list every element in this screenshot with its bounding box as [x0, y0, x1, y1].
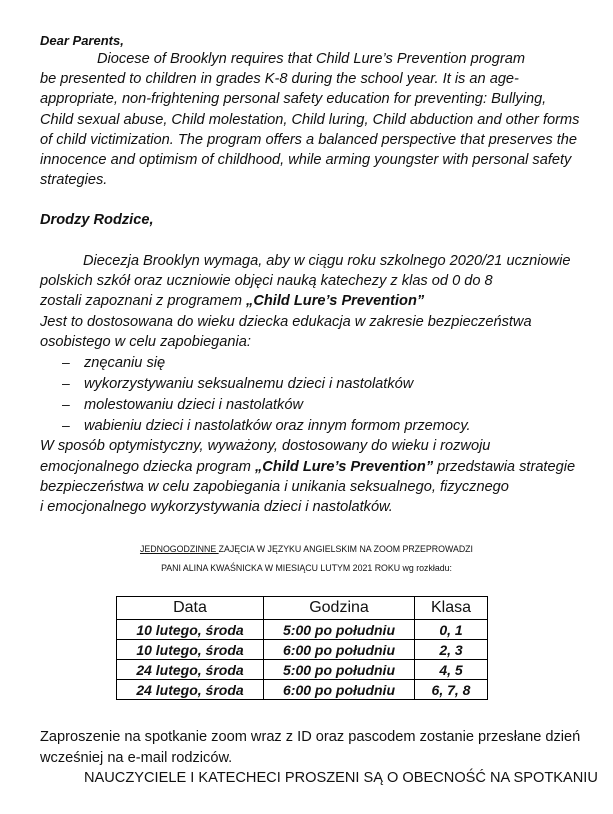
- cell-time: 6:00 po południu: [264, 640, 415, 660]
- bullet-item: wabieniu dzieci i nastolatków oraz innym formom przemocy.: [84, 418, 471, 434]
- english-line: be presented to children in grades K-8 during the school year. It is an age-: [40, 71, 519, 87]
- schedule-table: [116, 596, 488, 700]
- bullet-item: molestowaniu dzieci i nastolatków: [84, 397, 304, 413]
- column-header-data: Data: [117, 597, 264, 620]
- english-line: Diocese of Brooklyn requires that Child Lure’s Prevention program: [97, 51, 526, 67]
- polish-line: polskich szkół oraz uczniowie objęci nauką katechezy z klas od 0 do 8: [40, 273, 493, 289]
- footer-line: wcześniej na e-mail rodziców.: [40, 750, 233, 766]
- bullet-dash: –: [62, 375, 70, 391]
- polish-line: osobistego w celu zapobiegania:: [40, 334, 251, 350]
- cell-time: 6:00 po południu: [264, 680, 415, 700]
- polish-line: bezpieczeństwa w celu zapobiegania i unikania seksualnego, fizycznego: [40, 479, 509, 495]
- cell-date: 10 lutego, środa: [117, 620, 264, 640]
- english-line: strategies.: [40, 172, 108, 188]
- announcement-line: PANI ALINA KWAŚNICKA W MIESIĄCU LUTYM 2021 ROKU wg rozkładu:: [161, 563, 452, 573]
- cell-time: 5:00 po południu: [264, 660, 415, 680]
- bullet-dash: –: [62, 417, 70, 433]
- table-row: [117, 680, 488, 700]
- cell-date: 24 lutego, środa: [117, 680, 264, 700]
- polish-line: Diecezja Brooklyn wymaga, aby w ciągu roku szkolnego 2020/21 uczniowie: [83, 253, 571, 269]
- english-line: appropriate, non-frightening personal safety education for preventing: Bullying,: [40, 91, 547, 107]
- column-header-godzina: Godzina: [264, 597, 415, 620]
- footer-notice: NAUCZYCIELE I KATECHECI PROSZENI SĄ O OBECNOŚĆ NA SPOTKANIU: [84, 770, 598, 786]
- polish-line: [40, 457, 575, 477]
- program-name: „Child Lure’s Prevention”: [254, 459, 434, 475]
- polish-line: [40, 291, 424, 311]
- cell-date: 10 lutego, środa: [117, 640, 264, 660]
- cell-date: 24 lutego, środa: [117, 660, 264, 680]
- bullet-item: znęcaniu się: [84, 355, 166, 371]
- english-line: Child sexual abuse, Child molestation, Child luring, Child abduction and other forms: [40, 112, 580, 128]
- footer-line: Zaproszenie na spotkanie zoom wraz z ID oraz pascodem zostanie przesłane dzień: [40, 729, 581, 745]
- announcement-text: ZAJĘCIA W JĘZYKU ANGIELSKIM NA ZOOM PRZEPROWADZI: [218, 544, 473, 554]
- polish-line: W sposób optymistyczny, wyważony, dostosowany do wieku i rozwoju: [40, 438, 491, 454]
- column-header-klasa: Klasa: [415, 597, 488, 620]
- announcement-underlined: JEDNOGODZINNE: [139, 544, 219, 554]
- announcement-line: [0, 539, 613, 559]
- english-line: innocence and optimism of childhood, while arming youngster with personal safety: [40, 152, 572, 168]
- table-row: [117, 660, 488, 680]
- program-name: „Child Lure’s Prevention”: [246, 293, 425, 309]
- english-line: of child victimization. The program offers a balanced perspective that preserves the: [40, 132, 577, 148]
- bullet-dash: –: [62, 354, 70, 370]
- bullet-item: wykorzystywaniu seksualnemu dzieci i nastolatków: [84, 376, 414, 392]
- table-row: [117, 620, 488, 640]
- bullet-dash: –: [62, 396, 70, 412]
- english-greeting: Dear Parents,: [40, 33, 124, 48]
- cell-class: 0, 1: [415, 620, 488, 640]
- table-row: [117, 640, 488, 660]
- table-header-row: [117, 597, 488, 620]
- cell-class: 6, 7, 8: [415, 680, 488, 700]
- cell-class: 2, 3: [415, 640, 488, 660]
- polish-line: i emocjonalnego wykorzystywania dzieci i nastolatków.: [40, 499, 393, 515]
- polish-line7-text: emocjonalnego dziecka program: [40, 459, 255, 475]
- cell-time: 5:00 po południu: [264, 620, 415, 640]
- polish-greeting: Drodzy Rodzice,: [40, 212, 154, 228]
- polish-line7-tail: przedstawia strategie: [433, 459, 576, 475]
- polish-line3-text: zostali zapoznani z programem: [40, 293, 247, 309]
- polish-line: Jest to dostosowana do wieku dziecka edukacja w zakresie bezpieczeństwa: [40, 314, 532, 330]
- cell-class: 4, 5: [415, 660, 488, 680]
